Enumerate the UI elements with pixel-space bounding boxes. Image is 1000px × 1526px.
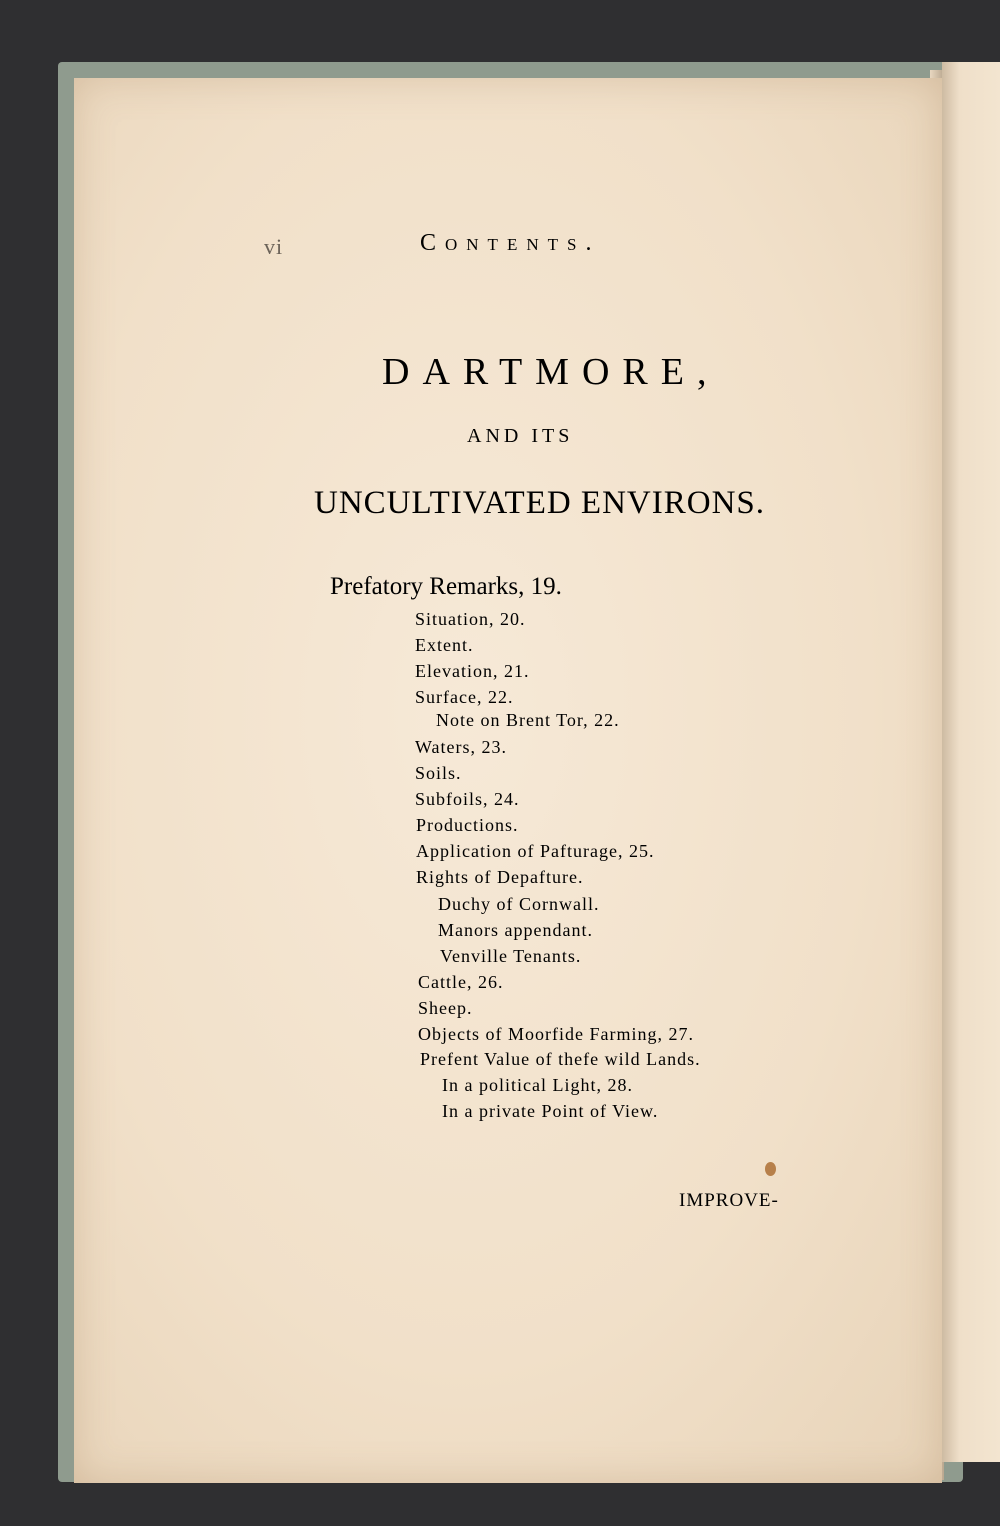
foxing-stain — [765, 1162, 776, 1176]
title-line-3: UNCULTIVATED ENVIRONS. — [314, 485, 766, 521]
running-head: Contents. — [420, 230, 601, 256]
title-line-2: AND ITS — [467, 425, 574, 447]
toc-entry: Soils. — [415, 763, 462, 783]
toc-entry: Application of Pafturage, 25. — [416, 841, 655, 861]
toc-entry: Objects of Moorfide Farming, 27. — [418, 1024, 694, 1044]
toc-entry: Duchy of Cornwall. — [438, 894, 600, 914]
title-line-1: DARTMORE, — [382, 351, 720, 393]
toc-entry: Sheep. — [418, 998, 473, 1018]
catchword: IMPROVE- — [679, 1190, 779, 1211]
toc-entry: In a private Point of View. — [442, 1101, 659, 1121]
toc-entry: In a political Light, 28. — [442, 1075, 633, 1095]
toc-entry: Surface, 22. — [415, 687, 514, 707]
toc-entry: Venville Tenants. — [440, 946, 582, 966]
toc-entry: Extent. — [415, 635, 474, 655]
toc-entry: Manors appendant. — [438, 920, 593, 940]
toc-entry: Note on Brent Tor, 22. — [436, 710, 620, 730]
toc-entry: Rights of Depafture. — [416, 867, 584, 887]
page-number: vi — [264, 234, 284, 259]
toc-heading: Prefatory Remarks, 19. — [330, 573, 562, 600]
toc-entry: Elevation, 21. — [415, 661, 530, 681]
toc-entry: Prefent Value of thefe wild Lands. — [420, 1049, 701, 1069]
toc-entry: Situation, 20. — [415, 609, 526, 629]
toc-entry: Waters, 23. — [415, 737, 508, 757]
facing-page-edge — [942, 62, 1000, 1462]
toc-entry: Subfoils, 24. — [415, 789, 520, 809]
toc-entry: Cattle, 26. — [418, 972, 504, 992]
book-page — [74, 78, 942, 1483]
toc-entry: Productions. — [416, 815, 519, 835]
